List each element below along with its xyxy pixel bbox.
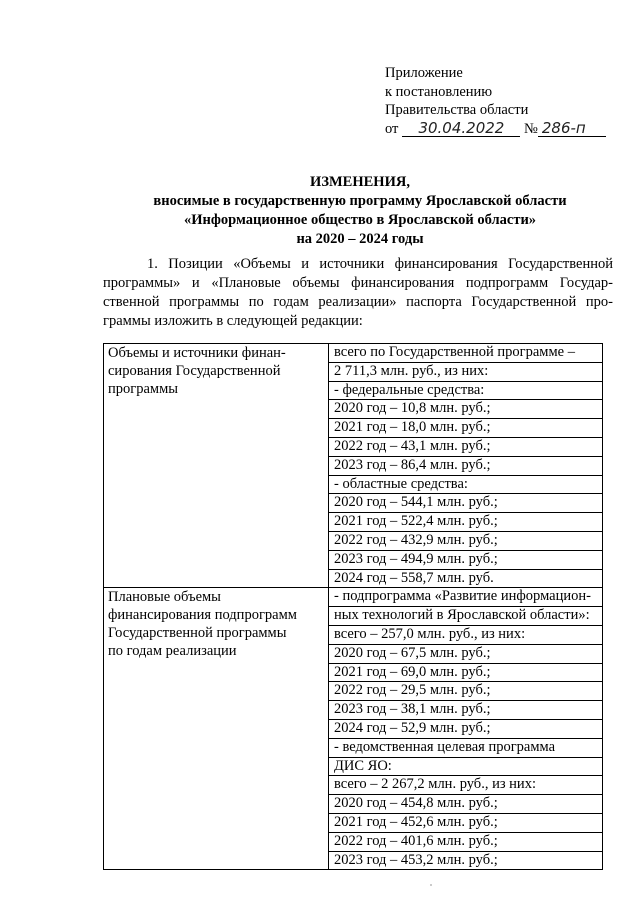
value-line: 2022 год – 29,5 млн. руб.; [329, 682, 602, 701]
table-row-planned-volumes [104, 588, 603, 870]
document-title [100, 173, 620, 249]
value-line: 2022 год – 401,6 млн. руб.; [329, 833, 602, 852]
row2-label-line: по годам реализации [108, 643, 237, 660]
paragraph-line: 1. Позиции «Объемы и источники финансирования Государственной [147, 256, 613, 272]
row1-label-cell [104, 344, 329, 588]
value-line: - областные средства: [329, 476, 602, 495]
row1-label-line: Объемы и источники финан- [108, 345, 286, 361]
value-line: 2020 год – 544,1 млн. руб.; [329, 494, 602, 513]
handwritten-date: 30.04.2022 [402, 120, 520, 137]
paragraph-line: программы» и «Плановые объемы финансирования подпрограмм Государ- [103, 275, 613, 291]
row1-values-cell [329, 344, 603, 588]
financing-table [103, 343, 603, 870]
value-line: 2023 год – 494,9 млн. руб.; [329, 551, 602, 570]
value-line: всего по Государственной программе – [329, 344, 602, 363]
row2-label-line: Плановые объемы [108, 589, 221, 606]
value-line: - ведомственная целевая программа [329, 739, 602, 758]
value-line: всего – 2 267,2 млн. руб., из них: [329, 776, 602, 795]
value-line: 2021 год – 18,0 млн. руб.; [329, 419, 602, 438]
appendix-line-3: Правительства области [385, 102, 529, 118]
scan-speck [430, 884, 432, 886]
value-line: 2024 год – 558,7 млн. руб. [334, 569, 494, 586]
value-line: 2021 год – 69,0 млн. руб.; [329, 664, 602, 683]
value-line: - федеральные средства: [329, 382, 602, 401]
paragraph-line: граммы изложить в следующей редакции: [103, 313, 363, 329]
value-line: 2020 год – 454,8 млн. руб.; [329, 795, 602, 814]
value-line: 2023 год – 453,2 млн. руб.; [334, 851, 498, 868]
row2-values-cell [329, 588, 603, 870]
table-row-financing-sources [104, 344, 603, 588]
row2-label-cell [104, 588, 329, 870]
value-line: всего – 257,0 млн. руб., из них: [329, 626, 602, 645]
row1-label-line: сирования Государственной [108, 363, 281, 379]
value-line: 2023 год – 86,4 млн. руб.; [329, 457, 602, 476]
value-line: 2022 год – 432,9 млн. руб.; [329, 532, 602, 551]
appendix-line-2: к постановлению [385, 83, 493, 100]
handwritten-number: 286-п [538, 120, 606, 137]
value-line: 2020 год – 10,8 млн. руб.; [329, 400, 602, 419]
title-line-4: на 2020 – 2024 годы [296, 231, 424, 247]
number-sign: № [524, 120, 538, 137]
appendix-line-1: Приложение [385, 65, 463, 81]
paragraph-line: ственной программы по годам реализации» паспорта Государственной про- [103, 294, 613, 310]
row2-label-line: Государственной программы [108, 625, 287, 642]
title-line-2: вносимые в государственную программу Ярославской области [153, 193, 567, 209]
value-line: 2023 год – 38,1 млн. руб.; [329, 701, 602, 720]
value-line: ДИС ЯО: [329, 758, 602, 777]
value-line: ных технологий в Ярославской области»: [329, 607, 602, 626]
value-line: 2022 год – 43,1 млн. руб.; [329, 438, 602, 457]
value-line: 2021 год – 522,4 млн. руб.; [329, 513, 602, 532]
row1-label-line: программы [108, 381, 178, 397]
value-line: 2 711,3 млн. руб., из них: [329, 363, 602, 382]
value-line: 2020 год – 67,5 млн. руб.; [329, 645, 602, 664]
value-line: - подпрограмма «Развитие информацион- [329, 588, 602, 607]
title-line-1: ИЗМЕНЕНИЯ, [310, 174, 410, 190]
row2-label-line: финансирования подпрограмм [108, 607, 297, 624]
appendix-block [385, 64, 625, 138]
appendix-date-line [385, 120, 625, 139]
intro-paragraph [103, 255, 613, 331]
from-prefix: от [385, 120, 399, 137]
value-line: 2021 год – 452,6 млн. руб.; [329, 814, 602, 833]
value-line: 2024 год – 52,9 млн. руб.; [329, 720, 602, 739]
title-line-3: «Информационное общество в Ярославской области» [183, 212, 537, 228]
